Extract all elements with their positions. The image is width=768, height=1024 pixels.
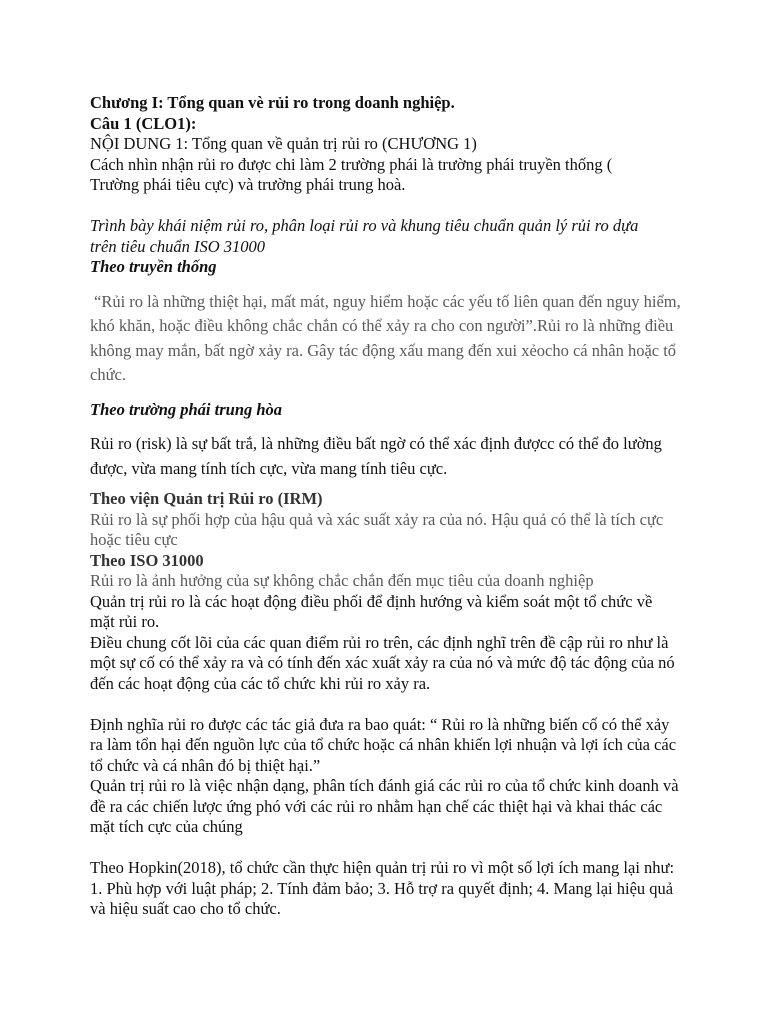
irm-paragraph: Rủi ro là sự phối hợp của hậu quả và xác suất xảy ra của nó. Hậu quả có thể là tích cực hoặc tiêu cực bbox=[90, 509, 664, 549]
question-heading: Câu 1 (CLO1): bbox=[90, 113, 197, 133]
spacer bbox=[90, 388, 690, 400]
hopkin-paragraph: Theo Hopkin(2018), tổ chức cần thực hiện quản trị rủi ro vì một số lợi ích mang lại như: 1. Phù hợp với luật pháp; 2. Tính đảm bảo; 3. Hỗ trợ ra quyết định; 4. Mang lại hiệu quả và hiệu suất cao cho tổ chức. bbox=[90, 858, 675, 918]
chapter-heading: Chương I: Tổng quan vè rủi ro trong doanh nghiệp. bbox=[90, 93, 455, 112]
spacer bbox=[90, 420, 690, 432]
iso-paragraph: Rủi ro là ảnh hưởng của sự không chắc chắn đến mục tiêu của doanh nghiệp bbox=[90, 571, 594, 590]
spacer bbox=[90, 481, 690, 489]
traditional-paragraph: “Rủi ro là những thiệt hại, mất mát, nguy hiểm hoặc các yếu tố liên quan đến nguy hiểm, khó khăn, hoặc điều không chắc chắn có thể xảy ra cho con người”.Rủi ro là những điều không may mắn, bất ngờ xảy ra. Gây tác động xấu mang đến xui xẻocho cá nhân hoặc tổ chức. bbox=[90, 291, 681, 384]
schools-paragraph: Cách nhìn nhận rủi ro được chi làm 2 trường phái là trường phái truyền thống ( Trường phái tiêu cực) và trường phái trung hoà. bbox=[90, 154, 613, 194]
traditional-title: Theo truyền thống bbox=[90, 257, 217, 276]
neutral-paragraph: Rủi ro (risk) là sự bất trắ, là những điều bất ngờ có thể xác định đượcc có thể đo lường được, vừa mang tính tích cực, vừa mang tính tiêu cực. bbox=[90, 434, 662, 478]
content-title: NỘI DUNG 1: Tổng quan về quản trị rủi ro (CHƯƠNG 1) bbox=[90, 134, 477, 153]
spacer bbox=[90, 838, 690, 859]
iso-title: Theo ISO 31000 bbox=[90, 550, 204, 570]
spacer bbox=[90, 694, 690, 715]
irm-title: Theo viện Quản trị Rủi ro (IRM) bbox=[90, 489, 323, 508]
risk-management-paragraph: Quản trị rủi ro là việc nhận dạng, phân tích đánh giá các rủi ro của tổ chức kinh doanh và đề ra các chiến lược ứng phó với các rủi ro nhằm hạn chế các thiệt hại và khai thác các mặt tích cực của chúng bbox=[90, 776, 679, 836]
neutral-title: Theo trường phái trung hòa bbox=[90, 399, 283, 419]
definition-paragraph: Định nghĩa rủi ro được các tác giả đưa ra bao quát: “ Rủi ro là những biến cố có thể xảy ra làm tổn hại đến nguồn lực của tổ chức hoặc cá nhân khiến lợi nhuận và lợi ích của các tổ chức và cá nhân đó bị thiệt hại.” bbox=[90, 714, 677, 775]
task-prompt: Trình bày khái niệm rủi ro, phân loại rủi ro và khung tiêu chuẩn quản lý rủi ro dựa trên tiêu chuẩn ISO 31000 bbox=[90, 216, 639, 256]
spacer bbox=[90, 196, 690, 217]
spacer bbox=[90, 278, 690, 290]
management-paragraph: Quản trị rủi ro là các hoạt động điều phối để định hướng và kiểm soát một tổ chức về mặt rủi ro. bbox=[90, 591, 653, 631]
common-paragraph: Điều chung cốt lõi của các quan điểm rủi ro trên, các định nghĩ trên đề cập rủi ro như là một sự cố có thể xảy ra và có tính đến xác xuất xảy ra của nó và mức độ tác động của nó đến các hoạt động của các tổ chức khi rủi ro xảy ra. bbox=[90, 632, 675, 693]
document-page bbox=[90, 93, 690, 920]
